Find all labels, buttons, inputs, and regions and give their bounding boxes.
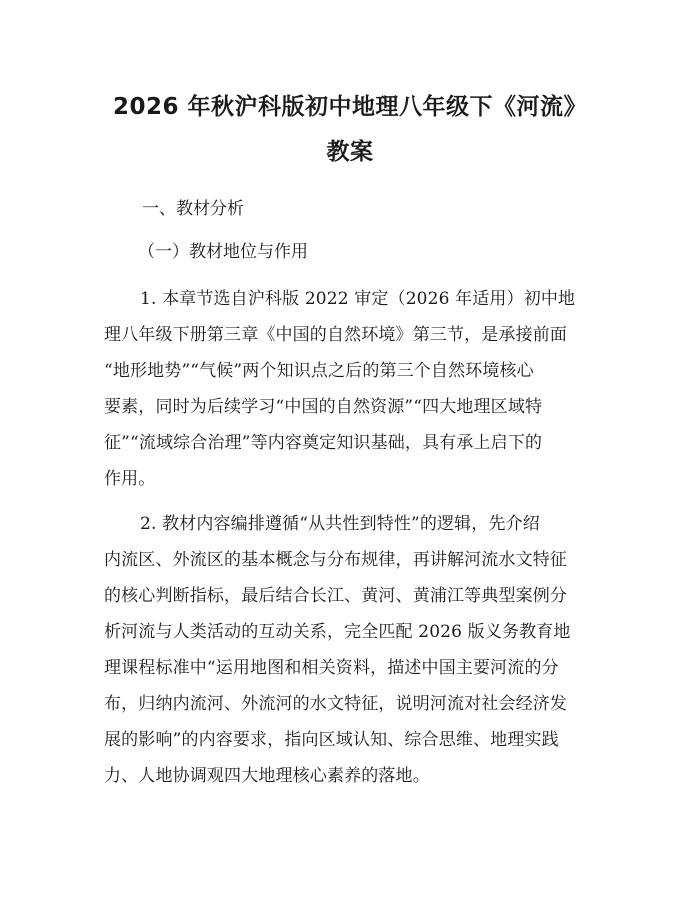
subsection-heading: （一）教材地位与作用 (138, 242, 308, 262)
paragraph-line: 理八年级下册第三章《中国的自然环境》第三节，是承接前面 (104, 325, 568, 345)
paragraph-line: 2. 教材内容编排遵循“从共性到特性”的逻辑，先介绍 (140, 514, 540, 534)
paragraph-line: 布，归纳内流河、外流河的水文特征，说明河流对社会经济发 (104, 694, 568, 714)
paragraph-line: 作用。 (104, 469, 156, 489)
paragraph-1 (104, 281, 600, 497)
paragraph-line: 征”“流域综合治理”等内容奠定知识基础，具有承上启下的 (104, 433, 543, 453)
paragraph-line: “地形地势”“气候”两个知识点之后的第三个自然环境核心 (104, 361, 534, 381)
paragraph-line: 理课程标准中“运用地图和相关资料，描述中国主要河流的分 (104, 658, 559, 678)
paragraph-line: 内流区、外流区的基本概念与分布规律，再讲解河流水文特征 (104, 550, 568, 570)
paragraph-line: 展的影响”的内容要求，指向区域认知、综合思维、地理实践 (104, 730, 559, 750)
paragraph-line: 力、人地协调观四大地理核心素养的落地。 (104, 766, 430, 786)
paragraph-line: 要素，同时为后续学习“中国的自然资源”“四大地理区域特 (104, 397, 543, 417)
paragraph-line: 1. 本章节选自沪科版 2022 审定（2026 年适用）初中地 (140, 289, 576, 309)
paragraph-line: 析河流与人类活动的互动关系，完全匹配 2026 版义务教育地 (104, 622, 571, 642)
section-heading: 一、教材分析 (142, 199, 244, 219)
paragraph-2 (104, 506, 600, 794)
paragraph-line: 的核心判断指标，最后结合长江、黄河、黄浦江等典型案例分 (104, 586, 568, 606)
document-title-line-2: 教案 (326, 139, 374, 165)
document-title-line-1: 2026 年秋沪科版初中地理八年级下《河流》 (112, 94, 588, 120)
